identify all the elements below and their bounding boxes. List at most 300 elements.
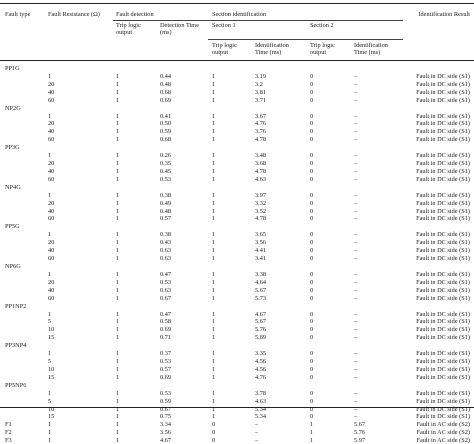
cell-s1-identification-time: 3.52 xyxy=(255,207,267,215)
cell-fault-resistance: 10 xyxy=(48,405,55,413)
cell-s1-trip-logic-output: 1 xyxy=(212,318,216,326)
cell-s1-identification-time: – xyxy=(255,429,259,437)
cell-fault-resistance: 10 xyxy=(48,326,55,334)
cell-s1-identification-time: 3.76 xyxy=(255,128,267,136)
cell-s2-identification-time: – xyxy=(354,350,358,358)
cell-fault-resistance: 1 xyxy=(48,270,52,278)
cell-s2-trip-logic-output: 0 xyxy=(310,350,314,358)
cell-trip-logic-output: 1 xyxy=(116,231,120,239)
cell-detection-time: 0.38 xyxy=(160,191,172,199)
cell-identification-result: Fault in DC side (S1) xyxy=(416,397,470,405)
cell-s2-trip-logic-output: 0 xyxy=(310,160,314,168)
cell-detection-time: 0.57 xyxy=(160,215,172,223)
cell-trip-logic-output: 1 xyxy=(116,350,120,358)
cell-s2-identification-time: – xyxy=(354,310,358,318)
cell-s2-identification-time: – xyxy=(354,152,358,160)
cell-identification-result: Fault in DC side (S1) xyxy=(416,413,470,421)
cell-identification-result: Fault in DC side (S1) xyxy=(416,112,470,120)
header-section-1: Section 1 xyxy=(212,22,236,29)
cell-s1-identification-time: 4.41 xyxy=(255,247,267,255)
cell-detection-time: 0.53 xyxy=(160,175,172,183)
header-fault-detection: Fault detection xyxy=(116,11,154,18)
cell-s2-trip-logic-output: 0 xyxy=(310,318,314,326)
cell-s1-trip-logic-output: 1 xyxy=(212,199,216,207)
cell-fault-type: F1 xyxy=(5,421,12,429)
cell-identification-result: Fault in AC side (S2) xyxy=(416,421,470,429)
cell-s1-identification-time: 5.67 xyxy=(255,286,267,294)
cell-s2-identification-time: – xyxy=(354,405,358,413)
cell-identification-result: Fault in DC side (S1) xyxy=(416,239,470,247)
cell-s1-identification-time: 4.64 xyxy=(255,278,267,286)
cell-identification-result: Fault in DC side (S1) xyxy=(416,175,470,183)
cell-s1-trip-logic-output: 0 xyxy=(212,421,216,429)
cell-s1-trip-logic-output: 1 xyxy=(212,310,216,318)
cell-fault-resistance: 20 xyxy=(48,239,55,247)
cell-s2-identification-time: – xyxy=(354,247,358,255)
cell-s2-trip-logic-output: 0 xyxy=(310,152,314,160)
cell-trip-logic-output: 1 xyxy=(116,365,120,373)
cell-s2-identification-time: – xyxy=(354,88,358,96)
cell-s1-trip-logic-output: 1 xyxy=(212,294,216,302)
cell-identification-result: Fault in DC side (S1) xyxy=(416,128,470,136)
cell-trip-logic-output: 1 xyxy=(116,278,120,286)
cell-s1-trip-logic-output: 1 xyxy=(212,207,216,215)
cell-fault-resistance: 40 xyxy=(48,128,55,136)
cell-s1-trip-logic-output: 1 xyxy=(212,136,216,144)
cell-s2-trip-logic-output: 0 xyxy=(310,80,314,88)
cell-s1-identification-time: 3.41 xyxy=(255,255,267,263)
cell-detection-time: 0.68 xyxy=(160,136,172,144)
cell-identification-result: Fault in DC side (S1) xyxy=(416,318,470,326)
cell-s1-identification-time: 4.76 xyxy=(255,373,267,381)
cell-s2-trip-logic-output: 0 xyxy=(310,278,314,286)
cell-s2-identification-time: – xyxy=(354,278,358,286)
cell-detection-time: 0.48 xyxy=(160,80,172,88)
cell-trip-logic-output: 1 xyxy=(116,136,120,144)
cell-fault-resistance: 60 xyxy=(48,215,55,223)
header-section-identification: Section identification xyxy=(212,11,267,18)
cell-s2-trip-logic-output: 0 xyxy=(310,136,314,144)
cell-s1-trip-logic-output: 1 xyxy=(212,80,216,88)
cell-s2-identification-time: – xyxy=(354,128,358,136)
cell-fault-resistance: 60 xyxy=(48,96,55,104)
cell-s1-trip-logic-output: 1 xyxy=(212,112,216,120)
cell-trip-logic-output: 1 xyxy=(116,255,120,263)
cell-fault-type: F3 xyxy=(5,437,12,444)
cell-identification-result: Fault in DC side (S1) xyxy=(416,80,470,88)
cell-s2-identification-time: – xyxy=(354,231,358,239)
cell-s2-trip-logic-output: 0 xyxy=(310,88,314,96)
cell-detection-time: 0.63 xyxy=(160,286,172,294)
cell-s2-identification-time: – xyxy=(354,72,358,80)
header-s2-trip-logic-output: Trip logic output xyxy=(310,42,335,57)
cell-s2-identification-time: – xyxy=(354,397,358,405)
cell-s1-identification-time: 4.67 xyxy=(255,310,267,318)
cell-s2-trip-logic-output: 0 xyxy=(310,72,314,80)
cell-identification-result: Fault in DC side (S1) xyxy=(416,88,470,96)
header-rule-2 xyxy=(208,39,403,40)
cell-s2-trip-logic-output: 0 xyxy=(310,215,314,223)
cell-trip-logic-output: 1 xyxy=(116,270,120,278)
cell-trip-logic-output: 1 xyxy=(116,413,120,421)
cell-detection-time: 0.69 xyxy=(160,96,172,104)
cell-fault-resistance: 1 xyxy=(48,310,52,318)
cell-s2-trip-logic-output: 0 xyxy=(310,231,314,239)
cell-detection-time: 0.49 xyxy=(160,199,172,207)
cell-s2-trip-logic-output: 0 xyxy=(310,167,314,175)
cell-s1-identification-time: 3.35 xyxy=(255,350,267,358)
cell-fault-resistance: 20 xyxy=(48,160,55,168)
cell-s1-identification-time: 4.78 xyxy=(255,167,267,175)
cell-fault-resistance: 60 xyxy=(48,175,55,183)
cell-s2-identification-time: – xyxy=(354,199,358,207)
cell-s1-trip-logic-output: 1 xyxy=(212,255,216,263)
cell-identification-result: Fault in DC side (S1) xyxy=(416,96,470,104)
cell-identification-result: Fault in DC side (S1) xyxy=(416,373,470,381)
cell-s2-trip-logic-output: 0 xyxy=(310,365,314,373)
cell-detection-time: 0.69 xyxy=(160,373,172,381)
cell-s2-trip-logic-output: 0 xyxy=(310,358,314,366)
cell-s2-identification-time: – xyxy=(354,120,358,128)
cell-detection-time: 0.43 xyxy=(160,239,172,247)
cell-trip-logic-output: 1 xyxy=(116,207,120,215)
cell-detection-time: 0.68 xyxy=(160,88,172,96)
cell-detection-time: 0.71 xyxy=(160,334,172,342)
cell-s1-trip-logic-output: 0 xyxy=(212,429,216,437)
cell-detection-time: 0.26 xyxy=(160,152,172,160)
cell-s1-trip-logic-output: 1 xyxy=(212,286,216,294)
header-identification-result: Identification Result xyxy=(418,11,470,18)
cell-s1-trip-logic-output: 1 xyxy=(212,373,216,381)
cell-s1-trip-logic-output: 1 xyxy=(212,72,216,80)
cell-trip-logic-output: 1 xyxy=(116,397,120,405)
cell-s2-trip-logic-output: 0 xyxy=(310,191,314,199)
cell-trip-logic-output: 1 xyxy=(116,96,120,104)
cell-trip-logic-output: 1 xyxy=(116,199,120,207)
cell-trip-logic-output: 1 xyxy=(116,191,120,199)
cell-fault-resistance: 1 xyxy=(48,72,52,80)
cell-s2-trip-logic-output: 0 xyxy=(310,373,314,381)
cell-s1-trip-logic-output: 1 xyxy=(212,397,216,405)
cell-fault-resistance: 40 xyxy=(48,88,55,96)
header-s1-identification-time: Identification Time (ms) xyxy=(255,42,289,57)
cell-s2-trip-logic-output: 0 xyxy=(310,96,314,104)
cell-s2-trip-logic-output: 1 xyxy=(310,421,314,429)
cell-detection-time: 0.67 xyxy=(160,405,172,413)
cell-identification-result: Fault in DC side (S1) xyxy=(416,207,470,215)
cell-fault-type: PP5NP6 xyxy=(5,381,27,389)
cell-s2-identification-time: – xyxy=(354,112,358,120)
header-bottom-rule xyxy=(0,60,474,61)
cell-identification-result: Fault in DC side (S1) xyxy=(416,247,470,255)
cell-detection-time: 4.67 xyxy=(160,437,172,444)
cell-detection-time: 0.67 xyxy=(160,294,172,302)
header-trip-logic-output-fd: Trip logic output xyxy=(116,22,141,37)
cell-s2-trip-logic-output: 0 xyxy=(310,128,314,136)
cell-trip-logic-output: 1 xyxy=(116,405,120,413)
cell-detection-time: 0.59 xyxy=(160,128,172,136)
cell-detection-time: 0.45 xyxy=(160,167,172,175)
cell-trip-logic-output: 1 xyxy=(116,429,120,437)
cell-detection-time: 0.63 xyxy=(160,255,172,263)
cell-detection-time: 0.75 xyxy=(160,413,172,421)
cell-detection-time: 0.53 xyxy=(160,278,172,286)
cell-s2-trip-logic-output: 0 xyxy=(310,207,314,215)
cell-s1-identification-time: 4.63 xyxy=(255,175,267,183)
cell-identification-result: Fault in DC side (S1) xyxy=(416,389,470,397)
cell-trip-logic-output: 1 xyxy=(116,215,120,223)
cell-trip-logic-output: 1 xyxy=(116,72,120,80)
cell-s2-identification-time: 5.67 xyxy=(354,421,366,429)
cell-fault-resistance: 1 xyxy=(48,389,52,397)
cell-s1-trip-logic-output: 1 xyxy=(212,358,216,366)
cell-trip-logic-output: 1 xyxy=(116,80,120,88)
cell-fault-resistance: 10 xyxy=(48,365,55,373)
cell-s2-trip-logic-output: 0 xyxy=(310,286,314,294)
cell-fault-resistance: 60 xyxy=(48,294,55,302)
cell-identification-result: Fault in DC side (S1) xyxy=(416,405,470,413)
cell-fault-type: PP1NP2 xyxy=(5,302,27,310)
cell-s1-identification-time: 3.38 xyxy=(255,270,267,278)
cell-s1-trip-logic-output: 1 xyxy=(212,350,216,358)
cell-detection-time: 0.58 xyxy=(160,318,172,326)
cell-s2-trip-logic-output: 0 xyxy=(310,413,314,421)
cell-trip-logic-output: 1 xyxy=(116,310,120,318)
cell-s2-identification-time: – xyxy=(354,239,358,247)
cell-fault-type: PP3NP4 xyxy=(5,342,27,350)
cell-identification-result: Fault in DC side (S1) xyxy=(416,136,470,144)
cell-s2-trip-logic-output: 1 xyxy=(310,437,314,444)
cell-trip-logic-output: 1 xyxy=(116,389,120,397)
cell-fault-resistance: 15 xyxy=(48,373,55,381)
cell-s2-identification-time: – xyxy=(354,326,358,334)
cell-s2-identification-time: – xyxy=(354,389,358,397)
cell-fault-resistance: 5 xyxy=(48,397,52,405)
cell-s2-identification-time: – xyxy=(354,136,358,144)
cell-s2-identification-time: – xyxy=(354,413,358,421)
cell-s1-identification-time: 3.19 xyxy=(255,72,267,80)
cell-identification-result: Fault in DC side (S1) xyxy=(416,152,470,160)
cell-s1-identification-time: 3.65 xyxy=(255,231,267,239)
cell-detection-time: 0.38 xyxy=(160,231,172,239)
cell-s1-identification-time: 4.56 xyxy=(255,358,267,366)
cell-s1-identification-time: 5.67 xyxy=(255,318,267,326)
cell-s1-identification-time: 5.73 xyxy=(255,294,267,302)
cell-s2-trip-logic-output: 0 xyxy=(310,389,314,397)
cell-s1-identification-time: 3.81 xyxy=(255,88,267,96)
cell-s1-trip-logic-output: 1 xyxy=(212,96,216,104)
cell-s2-identification-time: – xyxy=(354,167,358,175)
cell-detection-time: 3.34 xyxy=(160,421,172,429)
cell-fault-resistance: 40 xyxy=(48,167,55,175)
cell-fault-resistance: 5 xyxy=(48,318,52,326)
cell-s1-trip-logic-output: 1 xyxy=(212,270,216,278)
cell-s2-identification-time: – xyxy=(354,207,358,215)
cell-fault-resistance: 60 xyxy=(48,136,55,144)
cell-s2-identification-time: – xyxy=(354,215,358,223)
cell-s1-identification-time: 3.67 xyxy=(255,112,267,120)
cell-s2-identification-time: 5.76 xyxy=(354,429,366,437)
cell-detection-time: 0.48 xyxy=(160,207,172,215)
cell-detection-time: 0.59 xyxy=(160,397,172,405)
cell-identification-result: Fault in DC side (S1) xyxy=(416,199,470,207)
cell-trip-logic-output: 1 xyxy=(116,167,120,175)
cell-trip-logic-output: 1 xyxy=(116,112,120,120)
cell-s2-trip-logic-output: 0 xyxy=(310,199,314,207)
cell-s2-identification-time: – xyxy=(354,334,358,342)
cell-fault-type: PP1G xyxy=(5,65,20,72)
cell-s2-identification-time: – xyxy=(354,255,358,263)
cell-trip-logic-output: 1 xyxy=(116,358,120,366)
cell-fault-resistance: 20 xyxy=(48,120,55,128)
cell-fault-resistance: 1 xyxy=(48,152,52,160)
cell-fault-type: NP4G xyxy=(5,183,21,191)
cell-identification-result: Fault in DC side (S1) xyxy=(416,191,470,199)
cell-s2-trip-logic-output: 0 xyxy=(310,397,314,405)
header-fault-type: Fault type xyxy=(5,11,31,18)
cell-detection-time: 0.63 xyxy=(160,247,172,255)
cell-identification-result: Fault in DC side (S1) xyxy=(416,270,470,278)
table-bottom-rule xyxy=(0,407,474,408)
cell-fault-resistance: 20 xyxy=(48,199,55,207)
cell-fault-type: NP2G xyxy=(5,104,21,112)
cell-detection-time: 0.69 xyxy=(160,326,172,334)
cell-s1-trip-logic-output: 1 xyxy=(212,88,216,96)
cell-trip-logic-output: 1 xyxy=(116,152,120,160)
cell-s2-identification-time: – xyxy=(354,175,358,183)
cell-s1-trip-logic-output: 1 xyxy=(212,278,216,286)
cell-detection-time: 0.44 xyxy=(160,72,172,80)
cell-detection-time: 0.41 xyxy=(160,112,172,120)
cell-trip-logic-output: 1 xyxy=(116,247,120,255)
cell-trip-logic-output: 1 xyxy=(116,326,120,334)
cell-fault-resistance: 20 xyxy=(48,278,55,286)
cell-s2-trip-logic-output: 0 xyxy=(310,405,314,413)
cell-detection-time: 0.57 xyxy=(160,365,172,373)
cell-trip-logic-output: 1 xyxy=(116,421,120,429)
cell-s2-identification-time: – xyxy=(354,270,358,278)
cell-trip-logic-output: 1 xyxy=(116,286,120,294)
cell-s2-trip-logic-output: 0 xyxy=(310,239,314,247)
header-fault-resistance: Fault Resistance (Ω) xyxy=(48,11,100,18)
cell-s1-identification-time: 4.76 xyxy=(255,120,267,128)
cell-s1-trip-logic-output: 1 xyxy=(212,120,216,128)
cell-s1-trip-logic-output: 1 xyxy=(212,128,216,136)
cell-identification-result: Fault in DC side (S1) xyxy=(416,294,470,302)
cell-trip-logic-output: 1 xyxy=(116,318,120,326)
cell-s2-identification-time: – xyxy=(354,80,358,88)
table-top-rule xyxy=(0,3,474,4)
cell-identification-result: Fault in DC side (S1) xyxy=(416,310,470,318)
cell-detection-time: 0.47 xyxy=(160,270,172,278)
cell-s1-identification-time: 5.34 xyxy=(255,413,267,421)
cell-s1-trip-logic-output: 1 xyxy=(212,247,216,255)
cell-trip-logic-output: 1 xyxy=(116,120,120,128)
header-s2-identification-time: Identification Time (ms) xyxy=(354,42,388,57)
cell-s1-trip-logic-output: 1 xyxy=(212,326,216,334)
cell-s1-identification-time: 3.97 xyxy=(255,191,267,199)
cell-trip-logic-output: 1 xyxy=(116,175,120,183)
cell-s1-identification-time: 4.56 xyxy=(255,365,267,373)
cell-fault-resistance: 1 xyxy=(48,112,52,120)
cell-s1-identification-time: 3.71 xyxy=(255,96,267,104)
cell-identification-result: Fault in AC side (S2) xyxy=(416,429,470,437)
cell-fault-resistance: 1 xyxy=(48,429,52,437)
cell-fault-resistance: 1 xyxy=(48,421,52,429)
cell-s1-identification-time: 5.76 xyxy=(255,326,267,334)
cell-fault-type: F2 xyxy=(5,429,12,437)
cell-s1-identification-time: – xyxy=(255,437,259,444)
cell-detection-time: 0.47 xyxy=(160,310,172,318)
cell-s1-identification-time: 3.2 xyxy=(255,80,263,88)
cell-identification-result: Fault in AC side (S2) xyxy=(416,437,470,444)
cell-fault-resistance: 1 xyxy=(48,231,52,239)
cell-s2-identification-time: – xyxy=(354,96,358,104)
header-section-2: Section 2 xyxy=(310,22,334,29)
cell-identification-result: Fault in DC side (S1) xyxy=(416,215,470,223)
cell-identification-result: Fault in DC side (S1) xyxy=(416,167,470,175)
cell-trip-logic-output: 1 xyxy=(116,373,120,381)
cell-identification-result: Fault in DC side (S1) xyxy=(416,350,470,358)
cell-fault-resistance: 40 xyxy=(48,286,55,294)
cell-s2-trip-logic-output: 0 xyxy=(310,247,314,255)
cell-s1-trip-logic-output: 1 xyxy=(212,413,216,421)
cell-s1-identification-time: 3.56 xyxy=(255,239,267,247)
cell-s1-trip-logic-output: 0 xyxy=(212,437,216,444)
cell-s2-trip-logic-output: 0 xyxy=(310,112,314,120)
cell-fault-resistance: 60 xyxy=(48,255,55,263)
cell-s1-trip-logic-output: 1 xyxy=(212,215,216,223)
cell-s2-trip-logic-output: 0 xyxy=(310,270,314,278)
cell-s1-identification-time: 3.78 xyxy=(255,389,267,397)
cell-s1-trip-logic-output: 1 xyxy=(212,405,216,413)
cell-detection-time: 0.37 xyxy=(160,350,172,358)
cell-fault-type: PP5G xyxy=(5,223,20,231)
cell-trip-logic-output: 1 xyxy=(116,294,120,302)
cell-s1-identification-time: 5.89 xyxy=(255,334,267,342)
cell-s1-trip-logic-output: 1 xyxy=(212,334,216,342)
header-rule-1 xyxy=(113,20,403,21)
cell-s2-trip-logic-output: 0 xyxy=(310,326,314,334)
cell-identification-result: Fault in DC side (S1) xyxy=(416,286,470,294)
cell-fault-resistance: 20 xyxy=(48,80,55,88)
cell-fault-resistance: 15 xyxy=(48,413,55,421)
cell-identification-result: Fault in DC side (S1) xyxy=(416,255,470,263)
cell-detection-time: 0.53 xyxy=(160,389,172,397)
cell-s2-trip-logic-output: 0 xyxy=(310,294,314,302)
cell-identification-result: Fault in DC side (S1) xyxy=(416,160,470,168)
cell-fault-resistance: 1 xyxy=(48,191,52,199)
cell-detection-time: 3.56 xyxy=(160,429,172,437)
cell-identification-result: Fault in DC side (S1) xyxy=(416,278,470,286)
cell-fault-resistance: 40 xyxy=(48,207,55,215)
cell-s1-trip-logic-output: 1 xyxy=(212,152,216,160)
cell-identification-result: Fault in DC side (S1) xyxy=(416,72,470,80)
cell-s1-trip-logic-output: 1 xyxy=(212,191,216,199)
cell-identification-result: Fault in DC side (S1) xyxy=(416,365,470,373)
cell-s1-identification-time: 5.34 xyxy=(255,405,267,413)
cell-trip-logic-output: 1 xyxy=(116,128,120,136)
cell-s1-identification-time: – xyxy=(255,421,259,429)
cell-s2-identification-time: – xyxy=(354,160,358,168)
cell-identification-result: Fault in DC side (S1) xyxy=(416,120,470,128)
cell-s2-identification-time: – xyxy=(354,294,358,302)
cell-trip-logic-output: 1 xyxy=(116,88,120,96)
cell-fault-resistance: 15 xyxy=(48,334,55,342)
cell-s2-trip-logic-output: 0 xyxy=(310,334,314,342)
cell-identification-result: Fault in DC side (S1) xyxy=(416,231,470,239)
cell-fault-resistance: 40 xyxy=(48,247,55,255)
